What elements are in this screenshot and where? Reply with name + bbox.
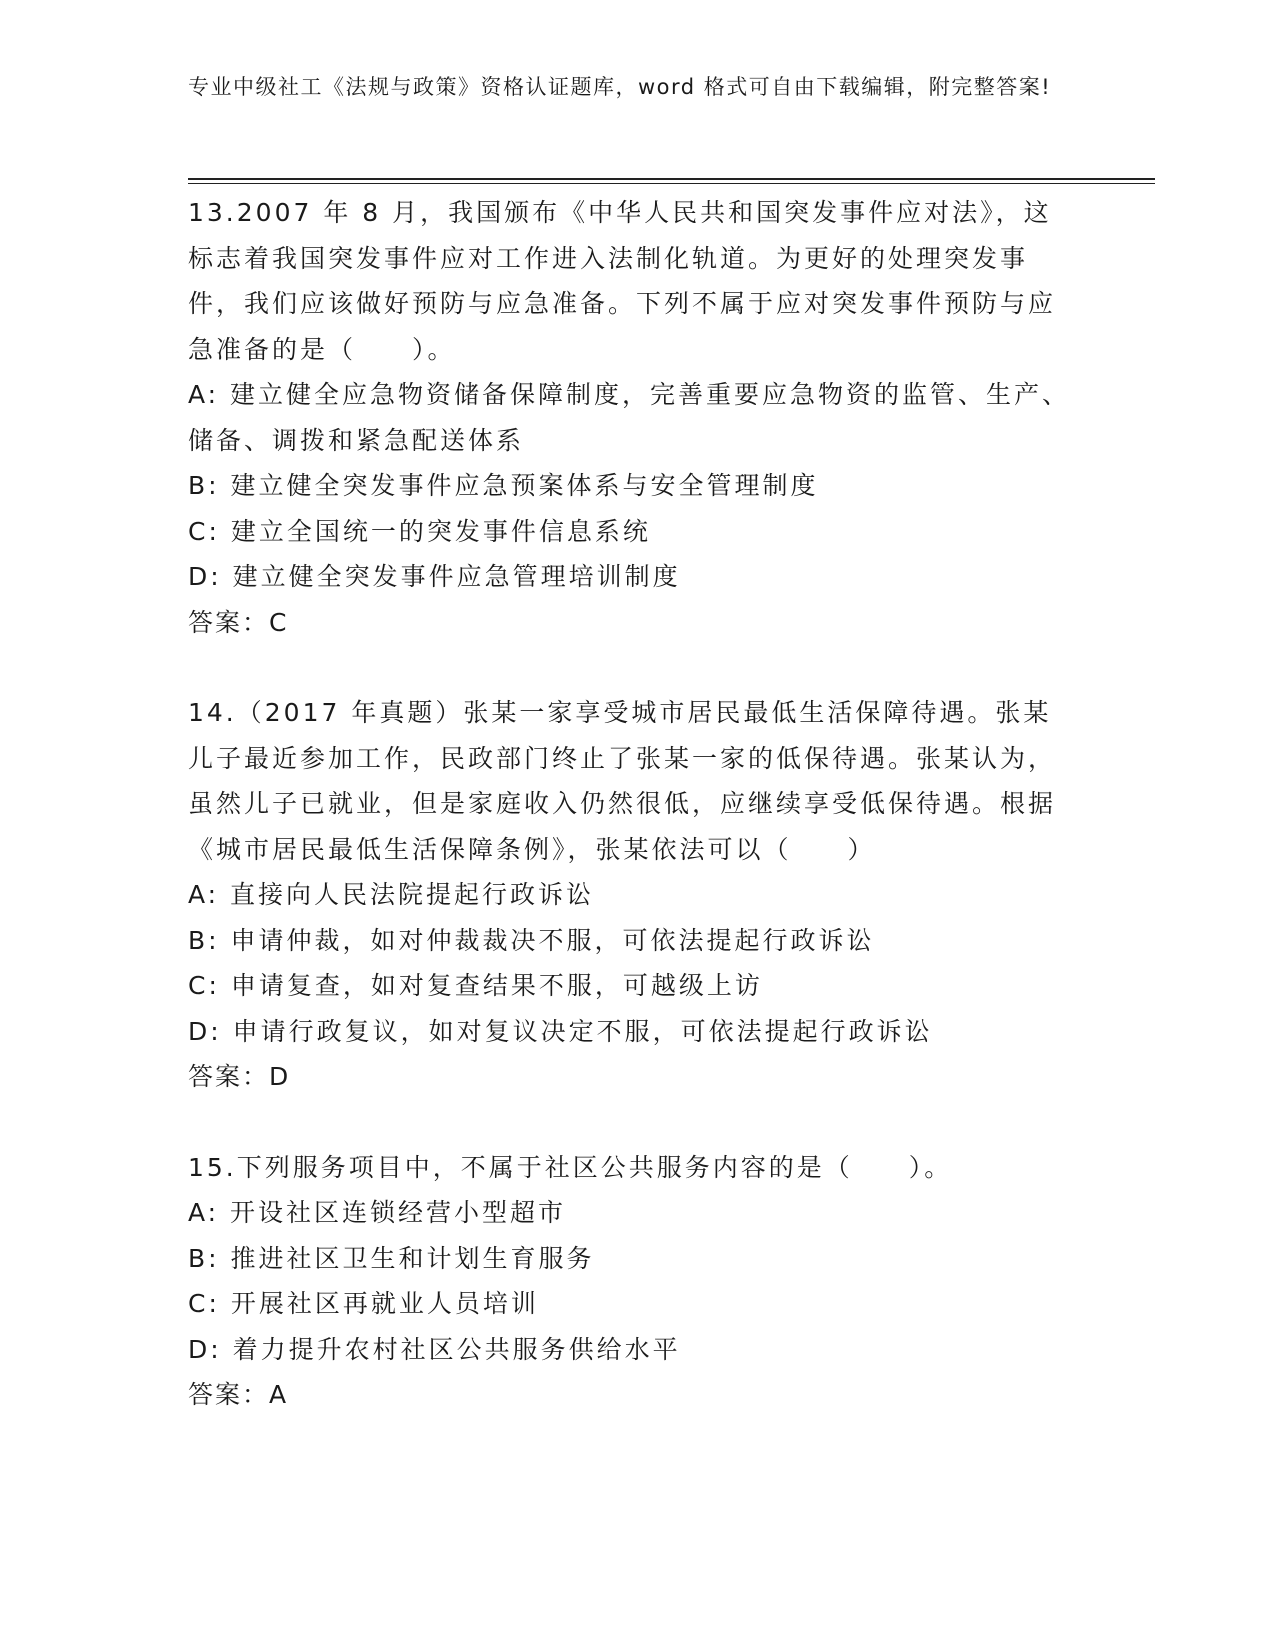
header-rule-thin (188, 183, 1155, 184)
option-a: A: 直接向人民法院提起行政诉讼 (188, 880, 595, 909)
option-d: D: 建立健全突发事件应急管理培训制度 (188, 562, 681, 591)
question-14 (188, 690, 1088, 1100)
option-b: B: 申请仲裁，如对仲裁裁决不服，可依法提起行政诉讼 (188, 925, 875, 955)
question-15 (188, 1145, 1088, 1418)
answer-line: 答案：D (188, 1062, 291, 1091)
option-b: B: 推进社区卫生和计划生育服务 (188, 1243, 595, 1273)
question-stem: 15.下列服务项目中，不属于社区公共服务内容的是（ ）。 (188, 1152, 953, 1182)
question-spacer (188, 645, 1088, 690)
question-list (188, 190, 1088, 1418)
question-13 (188, 190, 1088, 645)
option-b: B: 建立健全突发事件应急预案体系与安全管理制度 (188, 471, 819, 500)
question-spacer (188, 1100, 1088, 1145)
answer-line: 答案：C (188, 607, 289, 637)
option-a: A: 建立健全应急物资储备保障制度，完善重要应急物资的监管、生产、储备、调拨和紧急配送体系 (188, 380, 1071, 455)
header-rule-thick (188, 178, 1155, 180)
option-d: D: 着力提升农村社区公共服务供给水平 (188, 1334, 681, 1364)
option-c: C: 开展社区再就业人员培训 (188, 1289, 539, 1318)
answer-line: 答案：A (188, 1380, 289, 1409)
document-header: 专业中级社工《法规与政策》资格认证题库，word 格式可自由下载编辑，附完整答案! (188, 75, 1052, 99)
option-d: D: 申请行政复议，如对复议决定不服，可依法提起行政诉讼 (188, 1016, 933, 1046)
question-stem: 13.2007 年 8 月，我国颁布《中华人民共和国突发事件应对法》，这标志着我国突发事件应对工作进入法制化轨道。为更好的处理突发事件，我们应该做好预防与应急准备。下列不属于应对突发事件预防与应急准备的是（ ）。 (188, 198, 1057, 364)
option-c: C: 申请复查，如对复查结果不服，可越级上访 (188, 971, 763, 1000)
option-a: A: 开设社区连锁经营小型超市 (188, 1198, 567, 1227)
option-c: C: 建立全国统一的突发事件信息系统 (188, 516, 651, 546)
question-stem: 14.（2017 年真题）张某一家享受城市居民最低生活保障待遇。张某儿子最近参加工作，民政部门终止了张某一家的低保待遇。张某认为，虽然儿子已就业，但是家庭收入仍然很低，应继续享受低保待遇。根据《城市居民最低生活保障条例》，张某依法可以（ ） (188, 698, 1057, 864)
